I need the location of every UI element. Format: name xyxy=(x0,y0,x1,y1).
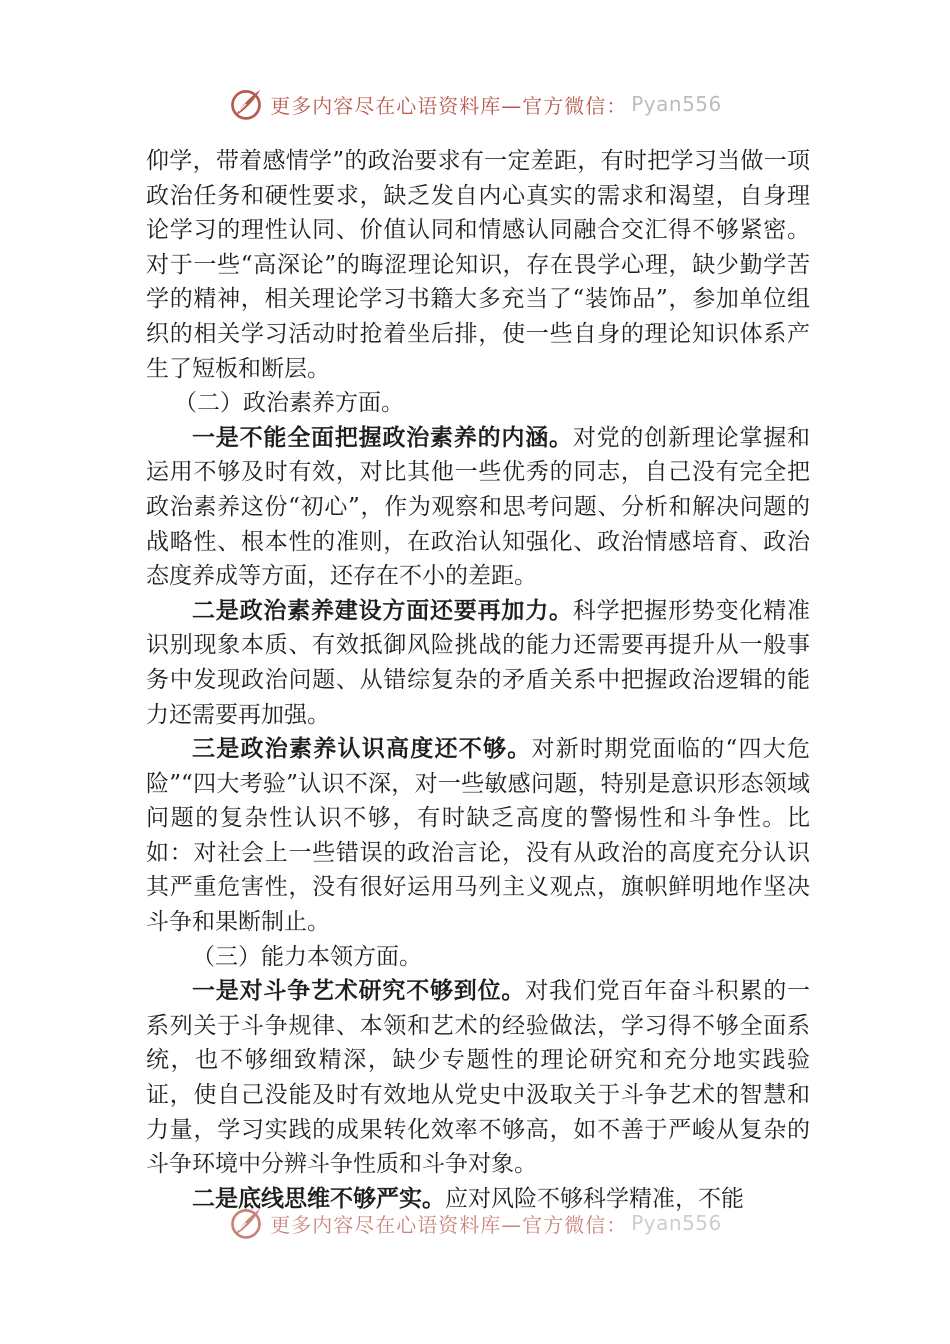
paragraph-continuation: 仰学，带着感情学”的政治要求有一定差距，有时把学习当做一项政治任务和硬性要求，缺乏发自内心真实的需求和渴望，自身理论学习的理性认同、价值认同和情感认同融合交汇得不够紧密。对于一些“高深论”的晦涩理论知识，存在畏学心理，缺少勤学苦学的精神，相关理论学习书籍大多充当了“装饰品”，参加单位组织的相关学习活动时抢着坐后排，使一些自身的理论知识体系产生了短板和断层。 xyxy=(146,148,810,382)
document-body xyxy=(146,144,810,1216)
paragraph-text: 对我们党百年奋斗积累的一系列关于斗争规律、本领和艺术的经验做法，学习得不够全面系统，也不够细致精深，缺少专题性的理论研究和充分地实践验证，使自己没能及时有效地从党史中汲取关于斗争艺术的智慧和力量，学习实践的成果转化效率不够高，如不善于严峻从复杂的斗争环境中分辨斗争性质和斗争对象。 xyxy=(146,978,811,1178)
paragraph-ability-1 xyxy=(146,974,810,1182)
paragraph-political-literacy-3 xyxy=(146,732,810,940)
header-watermark xyxy=(0,84,950,124)
watermark-id: Pyan556 xyxy=(631,92,722,116)
paragraph-text: 科学把握形势变化精准识别现象本质、有效抵御风险挑战的能力还需要再提升从一般事务中发现政治问题、从错综复杂的矛盾关系中把握政治逻辑的能力还需要再加强。 xyxy=(146,597,811,728)
watermark-text: 更多内容尽在心语资料库—官方微信： xyxy=(270,93,628,118)
paragraph-text: 对党的创新理论掌握和运用不够及时有效，对比其他一些优秀的同志，自己没有完全把政治素养这份“初心”，作为观察和思考问题、分析和解决问题的战略性、根本性的准则，在政治认知强化、政治情感培育、政治态度养成等方面，还存在不小的差距。 xyxy=(146,424,811,590)
quill-pen-circle-icon xyxy=(228,86,264,122)
paragraph-text: 对新时期党面临的“四大危险”“四大考验”认识不深，对一些敏感问题，特别是意识形态领域问题的复杂性认识不够，有时缺乏高度的警惕性和斗争性。比如：对社会上一些错误的政治言论，没有从政治的高度充分认识其严重危害性，没有很好运用马列主义观点，旗帜鲜明地作坚决斗争和果断制止。 xyxy=(146,736,811,936)
paragraph-political-literacy-2 xyxy=(146,594,810,732)
paragraph-lead: 三是政治素养认识高度还不够。 xyxy=(192,735,532,763)
quill-pen-circle-icon xyxy=(228,1205,264,1241)
section-heading-ability: （三）能力本领方面。 xyxy=(192,943,422,970)
paragraph-political-literacy-1 xyxy=(146,421,810,594)
footer-watermark xyxy=(0,1203,950,1243)
paragraph-lead: 二是底线思维不够严实。 xyxy=(192,1184,445,1212)
watermark-id: Pyan556 xyxy=(631,1211,722,1235)
paragraph-lead: 二是政治素养建设方面还要再加力。 xyxy=(192,596,573,624)
paragraph-lead: 一是不能全面把握政治素养的内涵。 xyxy=(192,423,573,451)
section-heading-political-literacy: （二）政治素养方面。 xyxy=(174,390,404,417)
paragraph-text: 应对风险不够科学精准，不能 xyxy=(445,1185,744,1212)
watermark-text: 更多内容尽在心语资料库—官方微信： xyxy=(270,1212,628,1237)
paragraph-lead: 一是对斗争艺术研究不够到位。 xyxy=(192,977,526,1005)
